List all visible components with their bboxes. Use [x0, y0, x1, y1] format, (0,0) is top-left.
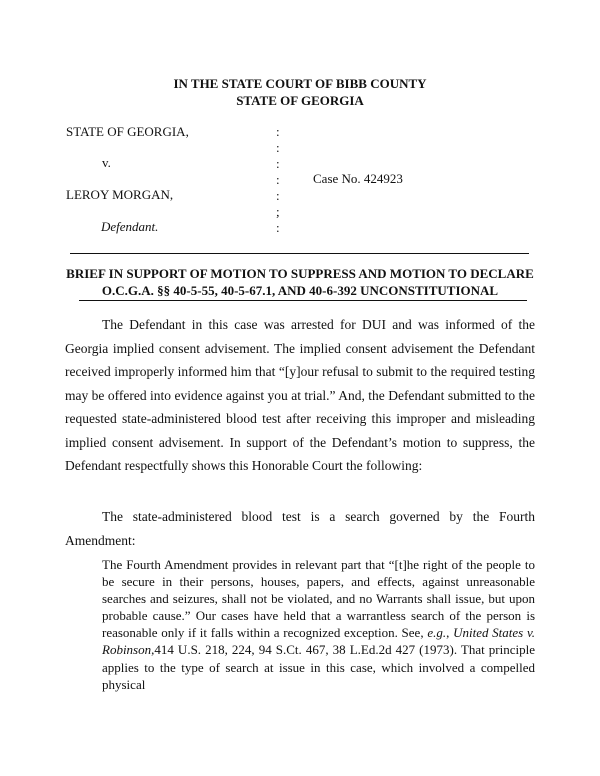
caption-defendant-name: LEROY MORGAN,: [66, 187, 174, 202]
case-citation: United States v. Robinson: [102, 625, 536, 658]
body-paragraph-2: The state-administered blood test is a search governed by the Fourth Amendment:: [65, 509, 535, 548]
caption-colon: :: [276, 124, 280, 139]
caption-colon: :: [276, 172, 280, 187]
caption-colon: :: [276, 140, 280, 155]
body-paragraph-1: The Defendant in this case was arrested for DUI and was informed of the Georgia implied consent advisement. The implied consent advisement the Defendant received improperly informed him that “[y]our refusal to submit to the required testing may be offered into evidence against you at trial.” And, the Defendant submitted to the requested state-administered blood test after receiving this improper and misleading implied consent advisement. In support of the Defendant’s motion to suppress, the Defendant respectfully shows this Honorable Court the following:: [65, 317, 535, 473]
case-number: Case No. 424923: [313, 171, 403, 186]
caption-divider: [70, 253, 529, 254]
caption-plaintiff: STATE OF GEORGIA,: [66, 124, 189, 139]
caption-defendant-role: Defendant.: [101, 219, 159, 234]
caption-colon: ;: [276, 204, 280, 219]
court-state: STATE OF GEORGIA: [236, 93, 364, 108]
court-name: IN THE STATE COURT OF BIBB COUNTY: [173, 76, 427, 91]
citation-signal: e.g.: [427, 625, 447, 641]
title-underline: [79, 300, 527, 301]
caption-versus: v.: [102, 155, 111, 170]
caption-colon: :: [276, 220, 280, 235]
caption-colon: :: [276, 156, 280, 171]
brief-title-line-2: O.C.G.A. §§ 40-5-55, 40-5-67.1, AND 40-6-392 UNCONSTITUTIONAL: [101, 283, 499, 298]
caption-colon: :: [276, 188, 280, 203]
block-quote: The Fourth Amendment provides in relevant part that “[t]he right of the people to be secure in their persons, houses, papers, and effects, against unreasonable searches and seizures, shall not be violated, and no Warrants shall issue, but upon probable cause.” Our cases have held that a warrantless search of the person is reasonable only if it falls within a recognized exception. See, e.g., United States v. Robinson,414 U.S. 218, 224, 94 S.Ct. 467, 38 L.Ed.2d 427 (1973). That principle applies to the type of search at issue in this case, which involved a compelled physical: [102, 557, 536, 692]
brief-title-line-1: BRIEF IN SUPPORT OF MOTION TO SUPPRESS AND MOTION TO DECLARE: [66, 266, 534, 281]
